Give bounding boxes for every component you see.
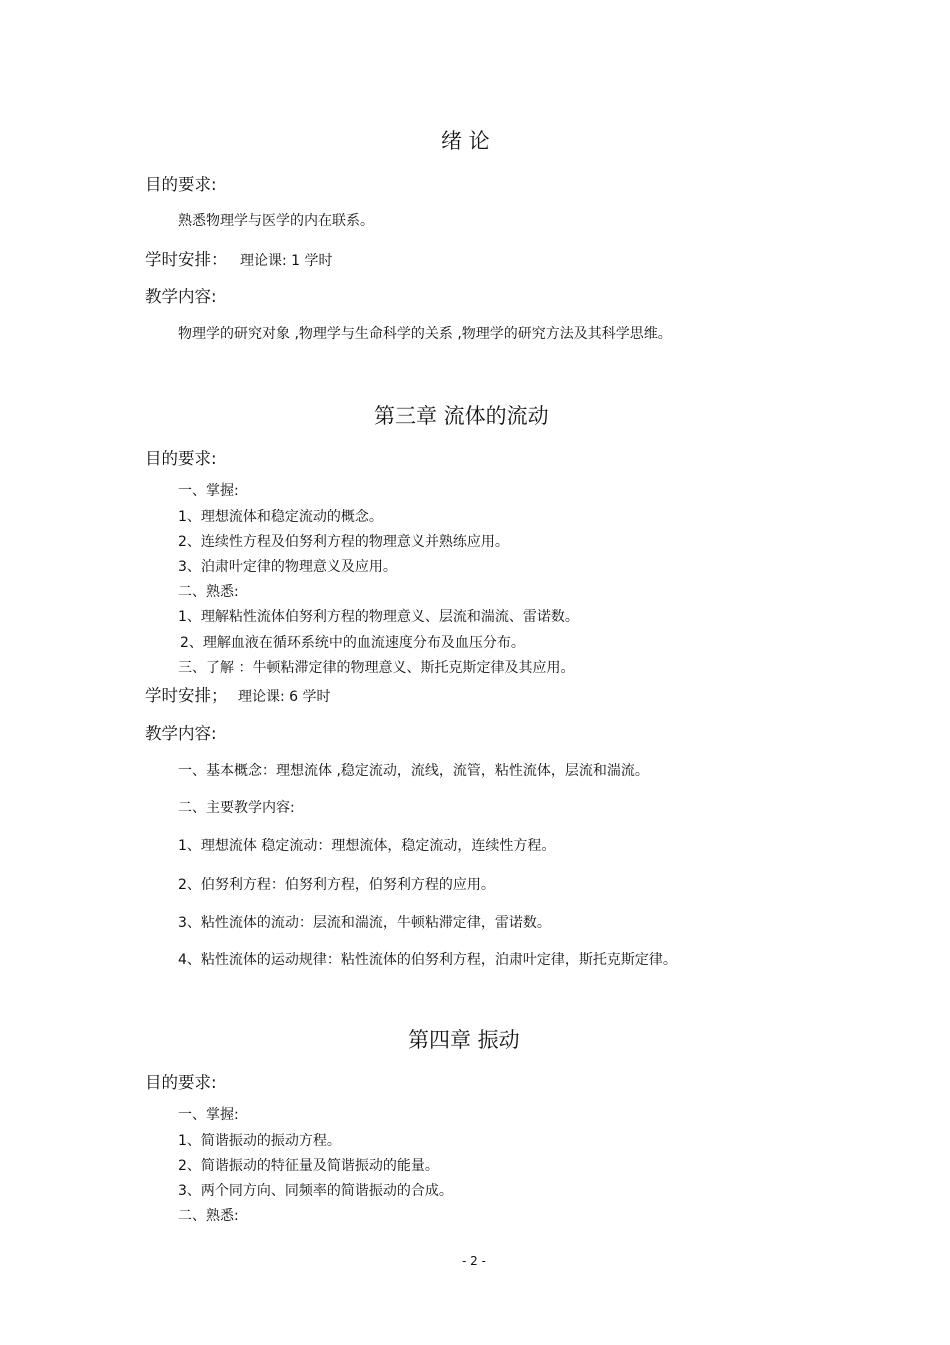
ch3-content-item: 2、伯努利方程：伯努利方程，伯努利方程的应用。 <box>178 877 495 893</box>
ch3-content-item: 一、基本概念：理想流体 ,稳定流动，流线，流管，粘性流体，层流和湍流。 <box>178 763 649 779</box>
ch4-purpose-heading: 目的要求: <box>145 1073 217 1092</box>
intro-content-heading: 教学内容: <box>145 287 217 306</box>
intro-hours-heading: 学时安排： <box>145 250 228 269</box>
intro-purpose-text: 熟悉物理学与医学的内在联系。 <box>178 213 374 229</box>
ch3-content-item: 1、理想流体 稳定流动：理想流体，稳定流动，连续性方程。 <box>178 838 556 854</box>
ch3-content-heading: 教学内容: <box>145 724 217 743</box>
intro-title: 绪 论 <box>441 129 490 153</box>
ch4-item: 二、熟悉: <box>178 1208 239 1224</box>
ch3-item: 三、了解 ：牛顿粘滞定律的物理意义、斯托克斯定律及其应用。 <box>178 660 575 676</box>
ch3-item: 2、连续性方程及伯努利方程的物理意义并熟练应用。 <box>178 534 509 550</box>
ch3-hours-heading: 学时安排； <box>145 686 228 705</box>
ch4-item: 3、两个同方向、同频率的简谐振动的合成。 <box>178 1183 453 1199</box>
intro-hours-value: 理论课: 1 学时 <box>240 253 333 269</box>
ch3-item: 一、掌握: <box>178 483 239 499</box>
page-number: - 2 - <box>462 1254 486 1268</box>
ch3-item: 二、熟悉: <box>178 584 239 600</box>
ch3-content-item: 4、粘性流体的运动规律：粘性流体的伯努利方程，泊肃叶定律，斯托克斯定律。 <box>178 952 677 968</box>
ch3-item: 1、理想流体和稳定流动的概念。 <box>178 509 383 525</box>
ch4-item: 1、简谐振动的振动方程。 <box>178 1133 341 1149</box>
ch3-item: 1、理解粘性流体伯努利方程的物理意义、层流和湍流、雷诺数。 <box>178 609 579 625</box>
ch4-item: 2、简谐振动的特征量及简谐振动的能量。 <box>178 1158 439 1174</box>
ch3-title: 第三章 流体的流动 <box>374 404 549 428</box>
ch3-purpose-heading: 目的要求: <box>145 449 217 468</box>
ch4-title: 第四章 振动 <box>408 1028 520 1052</box>
ch3-item: 2、理解血液在循环系统中的血流速度分布及血压分布。 <box>180 635 525 651</box>
intro-content-text: 物理学的研究对象 ,物理学与生命科学的关系 ,物理学的研究方法及其科学思维。 <box>178 326 672 342</box>
ch3-content-item: 二、主要教学内容: <box>178 800 295 816</box>
ch3-hours-value: 理论课: 6 学时 <box>238 689 331 705</box>
ch3-item: 3、泊肃叶定律的物理意义及应用。 <box>178 559 397 575</box>
ch4-item: 一、掌握: <box>178 1107 239 1123</box>
intro-purpose-heading: 目的要求: <box>145 175 217 194</box>
ch3-content-item: 3、粘性流体的流动：层流和湍流，牛顿粘滞定律，雷诺数。 <box>178 915 551 931</box>
